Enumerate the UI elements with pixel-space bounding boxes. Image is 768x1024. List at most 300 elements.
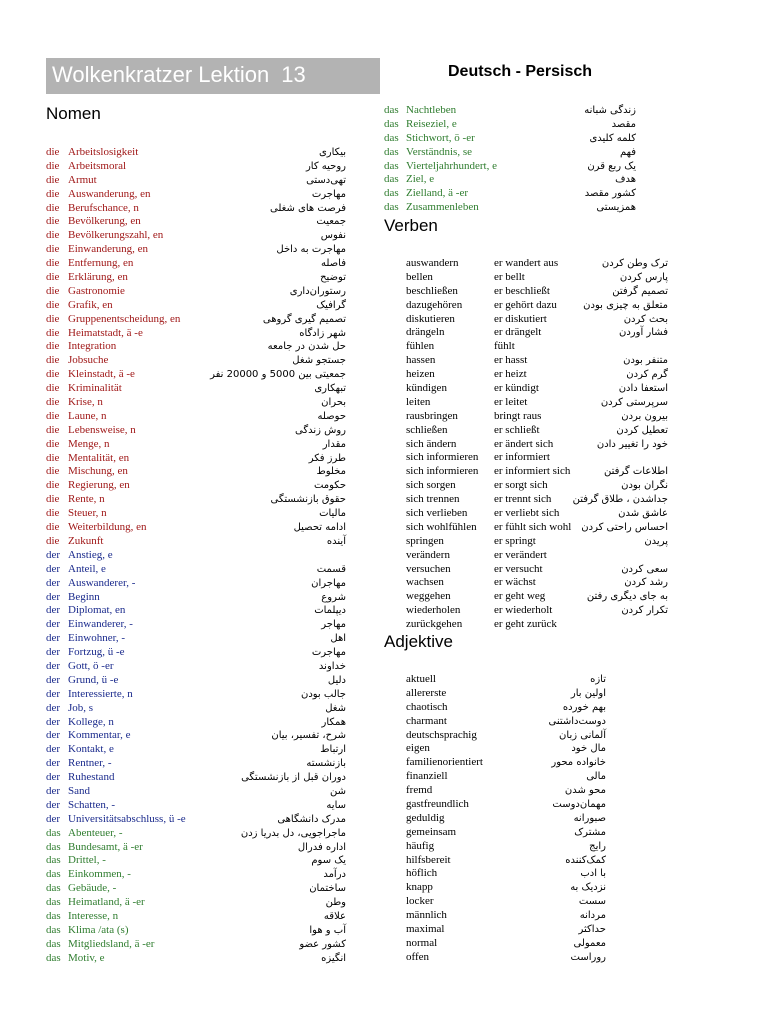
noun-word: Kleinstadt, ä -e	[68, 368, 135, 381]
noun-article: der	[46, 771, 61, 784]
noun-translation: تبهکاری	[314, 383, 346, 395]
noun-article: das	[46, 951, 61, 964]
noun-article: die	[46, 271, 60, 284]
noun-word: Auswanderung, en	[68, 187, 151, 200]
adjective-translation: روراست	[570, 951, 606, 963]
noun-article: die	[46, 465, 60, 478]
verb-infinitive: versuchen	[406, 562, 451, 575]
verb-conjugation: er wiederholt	[494, 604, 553, 617]
noun-word: Anstieg, e	[68, 548, 113, 561]
verb-conjugation: er informiert	[494, 451, 550, 464]
verb-infinitive: fühlen	[406, 340, 435, 353]
noun-row	[46, 215, 346, 229]
adjective-row	[406, 854, 606, 868]
noun-article: das	[384, 187, 399, 200]
noun-article: die	[46, 382, 60, 395]
adjective-translation: صبورانه	[573, 812, 606, 824]
noun-article: der	[46, 757, 61, 770]
verb-row	[406, 271, 668, 285]
verb-conjugation: er verändert	[494, 548, 547, 561]
verb-row	[406, 410, 668, 424]
noun-row	[46, 896, 346, 910]
noun-word: Auswanderer, -	[68, 576, 136, 589]
verb-infinitive: rausbringen	[406, 409, 458, 422]
noun-word: Berufschance, n	[68, 201, 139, 214]
noun-translation: بازنشسته	[306, 758, 346, 770]
noun-article: die	[46, 423, 60, 436]
verb-conjugation: er leitet	[494, 395, 528, 408]
verb-conjugation: er kündigt	[494, 382, 539, 395]
noun-row	[46, 660, 346, 674]
noun-row	[46, 257, 346, 271]
noun-row	[46, 771, 346, 785]
verb-translation: استعفا دادن	[618, 383, 668, 395]
noun-translation: شن	[330, 785, 346, 797]
noun-translation: کلمه کلیدی	[589, 132, 636, 144]
noun-article: der	[46, 812, 61, 825]
noun-translation: حوصله	[317, 410, 346, 422]
noun-word: Einkommen, -	[68, 868, 131, 881]
noun-word: Interesse, n	[68, 909, 119, 922]
verb-conjugation: er trennt sich	[494, 493, 552, 506]
noun-row	[46, 868, 346, 882]
noun-row	[46, 577, 346, 591]
noun-article: die	[46, 479, 60, 492]
verb-translation: فشار آوردن	[619, 327, 668, 339]
verb-conjugation: er bellt	[494, 270, 525, 283]
verb-row	[406, 451, 668, 465]
noun-article: das	[46, 909, 61, 922]
noun-article: der	[46, 590, 61, 603]
verb-conjugation: er schließt	[494, 423, 540, 436]
adjective-word: gastfreundlich	[406, 798, 469, 811]
noun-word: Rentner, -	[68, 757, 112, 770]
adjective-word: hilfsbereit	[406, 853, 451, 866]
adjective-row	[406, 687, 606, 701]
noun-translation: انگیزه	[321, 952, 346, 964]
noun-row	[46, 785, 346, 799]
verb-row	[406, 396, 668, 410]
noun-article: der	[46, 701, 61, 714]
verb-conjugation: er geht weg	[494, 590, 546, 603]
nouns-right-list	[384, 104, 636, 215]
verb-translation: خود را تغییر دادن	[596, 438, 668, 450]
verb-translation: سعی کردن	[621, 563, 668, 575]
noun-word: Bevölkerungszahl, en	[68, 229, 164, 242]
verb-conjugation: er drängelt	[494, 326, 542, 339]
noun-article: das	[46, 923, 61, 936]
verb-row	[406, 354, 668, 368]
noun-translation: رستوران‌داری	[289, 285, 346, 297]
noun-article: die	[46, 215, 60, 228]
noun-word: Grund, ü -e	[68, 673, 119, 686]
verb-infinitive: zurückgehen	[406, 618, 463, 631]
noun-row	[46, 340, 346, 354]
noun-row	[46, 438, 346, 452]
verb-row	[406, 299, 668, 313]
adjective-word: fremd	[406, 784, 433, 797]
noun-word: Schatten, -	[68, 798, 116, 811]
noun-word: Gott, ö -er	[68, 659, 114, 672]
noun-translation: تصمیم گیری گروهی	[262, 313, 346, 325]
noun-word: Gruppenentscheidung, en	[68, 312, 181, 325]
adjective-translation: تازه	[590, 674, 606, 685]
noun-translation: جمعیتی بین 5000 و 20000 نفر	[210, 369, 346, 381]
adjective-translation: بهم خورده	[562, 701, 606, 713]
noun-row	[384, 201, 636, 215]
adjective-row	[406, 701, 606, 715]
noun-word: Menge, n	[68, 437, 110, 450]
adjective-row	[406, 756, 606, 770]
noun-translation: یک ربع قرن	[587, 160, 636, 172]
noun-article: der	[46, 646, 61, 659]
noun-article: die	[46, 257, 60, 270]
noun-row	[46, 410, 346, 424]
noun-word: Kriminalität	[68, 382, 122, 395]
noun-row	[46, 368, 346, 382]
verb-translation: تعطیل کردن	[616, 424, 668, 436]
verb-row	[406, 285, 668, 299]
noun-word: Arbeitsmoral	[68, 159, 127, 172]
verb-translation: جداشدن ، طلاق گرفتن	[572, 494, 668, 506]
noun-translation: نفوس	[320, 230, 346, 242]
noun-translation: ادامه تحصیل	[293, 522, 346, 534]
adjective-row	[406, 742, 606, 756]
verb-infinitive: verändern	[406, 548, 450, 561]
adjective-word: normal	[406, 936, 438, 949]
noun-row	[46, 729, 346, 743]
noun-row	[46, 313, 346, 327]
noun-word: Mitgliedsland, ä -er	[68, 937, 155, 950]
noun-row	[46, 674, 346, 688]
noun-article: der	[46, 618, 61, 631]
noun-translation: فهم	[619, 146, 636, 158]
noun-word: Beginn	[68, 590, 100, 603]
lesson-number: 13	[281, 62, 306, 87]
adjective-word: höflich	[406, 867, 438, 880]
noun-translation: آب و هوا	[309, 924, 346, 936]
noun-translation: مالیات	[319, 508, 346, 520]
noun-translation: ماجراجویی، دل بدریا زدن	[240, 827, 346, 839]
noun-article: die	[46, 326, 60, 339]
noun-row	[46, 327, 346, 341]
noun-translation: بحران	[321, 397, 346, 409]
noun-word: Diplomat, en	[68, 604, 126, 617]
noun-row	[46, 535, 346, 549]
noun-translation: درآمد	[323, 869, 346, 881]
adjective-translation: مهمان‌دوست	[552, 799, 606, 811]
noun-article: der	[46, 632, 61, 645]
noun-article: das	[384, 159, 399, 172]
noun-word: Bundesamt, ä -er	[68, 840, 143, 853]
verb-translation: عاشق شدن	[618, 508, 668, 520]
verben-heading: Verben	[384, 216, 438, 235]
noun-row	[46, 271, 346, 285]
noun-translation: مهاجرت به داخل	[276, 244, 346, 256]
noun-row	[46, 854, 346, 868]
noun-translation: جمعیت	[316, 216, 346, 228]
noun-word: Zielland, ä -er	[406, 187, 468, 200]
noun-row	[384, 160, 636, 174]
noun-word: Heimatstadt, ä -e	[68, 326, 143, 339]
noun-translation: مدرک دانشگاهی	[277, 813, 346, 825]
noun-row	[46, 396, 346, 410]
verb-infinitive: kündigen	[406, 382, 447, 395]
adjective-row	[406, 729, 606, 743]
language-pair-title: Deutsch - Persisch	[448, 63, 593, 80]
verb-row	[406, 257, 668, 271]
noun-article: der	[46, 604, 61, 617]
adjective-translation: معمولی	[573, 937, 606, 949]
adjective-row	[406, 826, 606, 840]
noun-word: Bevölkerung, en	[68, 215, 141, 228]
noun-row	[46, 424, 346, 438]
noun-word: Arbeitslosigkeit	[68, 146, 139, 158]
verb-infinitive: auswandern	[406, 257, 459, 269]
adjective-row	[406, 784, 606, 798]
verb-translation: ترک وطن کردن	[601, 258, 668, 269]
noun-article: das	[384, 131, 399, 144]
verb-translation: پارس کردن	[619, 271, 668, 283]
noun-row	[46, 493, 346, 507]
noun-word: Fortzug, ü -e	[68, 646, 125, 659]
noun-word: Krise, n	[68, 396, 103, 409]
adjective-row	[406, 881, 606, 895]
noun-word: Kollege, n	[68, 715, 114, 728]
noun-translation: شهر زادگاه	[299, 327, 346, 339]
noun-article: der	[46, 784, 61, 797]
noun-article: das	[384, 117, 399, 130]
noun-article: der	[46, 673, 61, 686]
noun-word: Regierung, en	[68, 479, 130, 492]
noun-row	[46, 632, 346, 646]
noun-word: Abenteuer, -	[68, 826, 123, 839]
verb-row	[406, 576, 668, 590]
noun-word: Kontakt, e	[68, 743, 114, 756]
noun-article: die	[46, 340, 60, 353]
verb-conjugation: bringt raus	[494, 409, 542, 422]
verb-conjugation: er diskutiert	[494, 312, 547, 325]
noun-translation: جستجو شغل	[292, 355, 346, 367]
adjective-translation: مالی	[586, 771, 606, 783]
noun-article: die	[46, 298, 60, 311]
noun-article: der	[46, 576, 61, 589]
noun-translation: تهی‌دستی	[306, 174, 346, 186]
noun-row	[46, 299, 346, 313]
noun-row	[46, 465, 346, 479]
noun-word: Gebäude, -	[68, 882, 117, 895]
adjective-row	[406, 895, 606, 909]
lesson-title-text: Wolkenkratzer Lektion	[52, 62, 270, 87]
verb-translation: پریدن	[644, 535, 668, 547]
noun-word: Klima /ata (s)	[68, 923, 129, 936]
noun-translation: حکومت	[313, 480, 346, 492]
noun-row	[46, 146, 346, 160]
adjective-word: maximal	[406, 923, 445, 936]
noun-word: Anteil, e	[68, 562, 106, 575]
verb-infinitive: sich ändern	[406, 437, 457, 450]
adjective-word: knapp	[406, 881, 433, 894]
noun-article: das	[46, 826, 61, 839]
noun-row	[46, 549, 346, 563]
noun-row	[46, 716, 346, 730]
noun-row	[46, 354, 346, 368]
adjective-row	[406, 909, 606, 923]
verb-row	[406, 479, 668, 493]
verb-row	[406, 465, 668, 479]
verb-conjugation: er ändert sich	[494, 437, 554, 450]
noun-translation: وطن	[325, 897, 346, 909]
noun-article: der	[46, 562, 61, 575]
noun-translation: مهاجر	[321, 619, 346, 631]
noun-article: das	[46, 896, 61, 909]
noun-article: die	[46, 451, 60, 464]
noun-translation: خداوند	[318, 660, 346, 672]
verb-conjugation: er hasst	[494, 354, 528, 367]
adjective-word: gemeinsam	[406, 825, 457, 838]
verb-row	[406, 549, 668, 563]
noun-translation: اداره فدرال	[297, 841, 346, 853]
noun-article: die	[46, 493, 60, 506]
noun-translation: شرح، تفسیر، بیان	[271, 730, 346, 742]
noun-row	[46, 507, 346, 521]
noun-translation: علاقه	[323, 910, 346, 922]
noun-translation: اهل	[330, 633, 346, 645]
verb-infinitive: hassen	[406, 354, 436, 367]
noun-translation: مخلوط	[316, 466, 346, 478]
verb-infinitive: dazugehören	[406, 298, 463, 311]
verb-conjugation: er wandert aus	[494, 257, 559, 269]
verbs-list	[406, 257, 668, 632]
verb-translation: گرم کردن	[626, 369, 668, 381]
adjective-row	[406, 798, 606, 812]
adjective-translation: اولین بار	[570, 687, 606, 699]
noun-word: Mentalität, en	[68, 451, 130, 464]
adjective-row	[406, 923, 606, 937]
noun-word: Zusammenleben	[406, 201, 479, 214]
adjectives-list	[406, 673, 606, 965]
noun-row	[46, 813, 346, 827]
noun-row	[46, 382, 346, 396]
noun-translation: شغل	[325, 702, 346, 714]
noun-translation: توضیح	[320, 272, 346, 284]
noun-translation: کشور عضو	[299, 938, 346, 950]
noun-article: das	[46, 882, 61, 895]
verb-conjugation: er wächst	[494, 576, 536, 589]
noun-article: der	[46, 659, 61, 672]
adjective-row	[406, 812, 606, 826]
noun-word: Interessierte, n	[68, 687, 133, 700]
verb-conjugation: fühlt	[494, 340, 515, 353]
adjective-word: deutschsprachig	[406, 728, 477, 741]
verb-infinitive: drängeln	[406, 326, 445, 339]
noun-translation: مقدار	[322, 438, 346, 450]
adjective-row	[406, 951, 606, 965]
verb-row	[406, 340, 668, 354]
noun-row	[384, 132, 636, 146]
noun-row	[46, 841, 346, 855]
adjective-word: chaotisch	[406, 700, 448, 713]
noun-translation: دلیل	[327, 674, 346, 686]
verb-infinitive: diskutieren	[406, 312, 455, 325]
adjective-word: familienorientiert	[406, 756, 483, 769]
noun-translation: ساختمان	[309, 883, 346, 895]
noun-article: der	[46, 715, 61, 728]
noun-article: das	[384, 104, 399, 116]
noun-word: Einwanderer, -	[68, 618, 133, 631]
verb-row	[406, 535, 668, 549]
noun-row	[46, 243, 346, 257]
noun-article: das	[384, 201, 399, 214]
verb-translation: تکرار کردن	[621, 605, 668, 617]
noun-translation: هدف	[615, 174, 636, 186]
adjective-translation: مال خود	[571, 743, 606, 755]
noun-row	[46, 799, 346, 813]
adjective-translation: با ادب	[580, 868, 606, 880]
verb-translation: سرپرستی کردن	[600, 396, 668, 408]
noun-translation: طرز فکر	[308, 452, 346, 464]
noun-translation: دیپلمات	[314, 605, 346, 617]
adjective-translation: دوست‌داشتنی	[548, 715, 606, 727]
noun-translation: شروع	[321, 591, 346, 603]
noun-translation: آینده	[326, 535, 346, 547]
noun-word: Heimatland, ä -er	[68, 896, 145, 909]
noun-translation: فاصله	[321, 258, 346, 270]
adjective-row	[406, 673, 606, 687]
noun-article: die	[46, 409, 60, 422]
noun-translation: ارتباط	[320, 744, 346, 756]
verb-translation: تصمیم گرفتن	[612, 285, 668, 297]
noun-article: die	[46, 396, 60, 409]
noun-row	[46, 827, 346, 841]
noun-row	[46, 188, 346, 202]
noun-translation: کشور مقصد	[584, 188, 636, 200]
noun-row	[46, 618, 346, 632]
verb-row	[406, 368, 668, 382]
noun-word: Vierteljahrhundert, e	[406, 159, 497, 172]
noun-translation: مهاجرت	[311, 188, 346, 200]
noun-row	[46, 702, 346, 716]
verb-row	[406, 438, 668, 452]
noun-word: Motiv, e	[68, 951, 105, 964]
noun-row	[384, 104, 636, 118]
noun-word: Zukunft	[68, 534, 104, 547]
noun-translation: مهاجرت	[311, 647, 346, 659]
noun-word: Armut	[68, 173, 97, 186]
noun-translation: حقوق بازنشستگی	[270, 494, 346, 506]
verb-translation: متنفر بودن	[623, 355, 668, 367]
noun-article: das	[46, 868, 61, 881]
verb-row	[406, 493, 668, 507]
verb-translation: رشد کردن	[624, 577, 668, 589]
noun-article: der	[46, 798, 61, 811]
noun-word: Jobsuche	[68, 354, 109, 367]
verb-infinitive: wiederholen	[406, 604, 461, 617]
adjective-row	[406, 840, 606, 854]
noun-article: die	[46, 284, 60, 297]
noun-word: Drittel, -	[68, 854, 106, 867]
noun-word: Einwanderung, en	[68, 243, 149, 256]
noun-translation: قسمت	[316, 563, 346, 575]
noun-translation: زندگی شبانه	[584, 105, 636, 116]
noun-article: die	[46, 354, 60, 367]
noun-row	[46, 479, 346, 493]
adjektive-heading: Adjektive	[384, 632, 453, 651]
adjective-translation: آلمانی زبان	[559, 729, 606, 741]
noun-translation: فرصت های شغلی	[270, 202, 346, 214]
noun-article: die	[46, 201, 60, 214]
adjective-row	[406, 937, 606, 951]
